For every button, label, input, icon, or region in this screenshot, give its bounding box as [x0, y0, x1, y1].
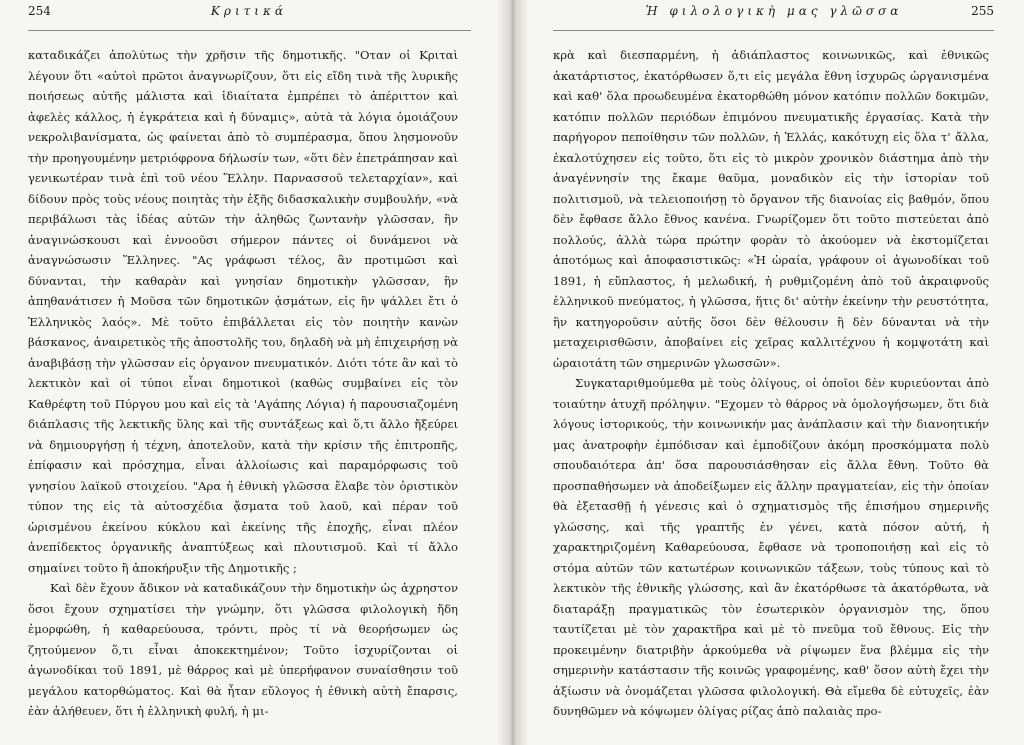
- running-head: Κριτικά: [210, 4, 287, 18]
- page-number: 254: [28, 4, 51, 18]
- page-number: 255: [971, 4, 994, 18]
- right-page: [505, 0, 1024, 745]
- left-page: [0, 0, 505, 745]
- right-page-header: [553, 4, 994, 31]
- left-page-body: [28, 45, 458, 722]
- paragraph: Συγκαταριθμούμεθα μὲ τοὺς ὀλίγους, οἱ ὁποῖοι δὲν κυριεύονται ἀπὸ τοιαύτην ἀτυχῆ πρόληψιν. "Εχομεν τὸ θάρρος νὰ ὁμολογήσωμεν, ὅτι διὰ λόγους ἱστορικούς, τὴν κοινωνικήν μας ἀνάπλασιν καὶ τὴν διανοητικήν μας ἀνατροφὴν ἐμπόδισαν καὶ ἐμποδίζουν ἀκόμη προσκόμματα πολὺ σπουδαιότερα ἀπ' ὅσα παρουσιάσθησαν εἰς ἄλλα ἔθνη. Τοῦτο θὰ προσπαθήσωμεν νὰ ἀποδείξωμεν εἰς ἄλλην πραγματείαν, εἰς τὴν ὁποίαν θὰ ἐξετασθῇ ἡ γένεσις καὶ ὁ σχηματισμὸς τῆς ἐπισήμου σημερινῆς γλώσσης, καὶ τῆς γραπτῆς ἐν γένει, κατὰ πόσον αὐτή, ἡ χαρακτηριζομένη Καθαρεύουσα, ἔφθασε νὰ τροποποιήσῃ καὶ εἰς τὸ στόμα αὐτῶν τῶν κατωτέρων κοινωνικῶν τάξεων, τοὺς τύπους καὶ τὸ λεκτικὸν τῆς ἐθνικῆς γλώσσης, καὶ ἂν ἐκατόρθωσε τὰ ἀκατόρθωτα, νὰ διαταράξῃ πραγματικῶς τὸν ἐσωτερικὸν ὀργανισμὸν της, ὅπου ταυτίζεται μὲ τὸν χαρακτῆρα καὶ μὲ τὸ πνεῦμα τοῦ ἔθνους. Εἰς τὴν προκειμένην διατριβὴν ἀρκούμεθα νὰ ρίψωμεν ἕνα βλέμμα εἰς τὴν σημερινὴν κατάστασιν τῆς κοινῶς γραφομένης, καθ' ὅσον αὐτὴ ἔχει τὴν ἀξίωσιν νὰ ὀνομάζεται γλῶσσα φιλολογική. Θὰ εἴμεθα δὲ εὐτυχεῖς, ἐὰν δυνηθῶμεν νὰ κόψωμεν ὀλίγας ρίζας ἀπὸ παλαιὰς προ-: [553, 376, 989, 718]
- paragraph: κρὰ καὶ διεσπαρμένη, ἡ ἀδιάπλαστος κοινωνικῶς, καὶ ἐθνικῶς ἀκατάρτιστος, ἐκατόρθωσεν ὅ,τι εἰς μεγάλα ἔθνη ἰσχυρῶς ὠργανισμένα καὶ καθ' ὅλα προωδευμένα ἐκατορθώθη μόνον κατόπιν πολλῶν δοκιμῶν, κατόπιν πολλῶν περιόδων ἐπιμόνου πνευματικῆς ἐργασίας. Κατὰ τὴν παρήγορον πεποίθησιν τῶν πολλῶν, ἡ Ἑλλάς, κακότυχη εἰς ὅλα τ' ἄλλα, ἐκαλοτύχησεν εἰς τοῦτο, ὅτι εἰς τὸ μικρὸν χρονικὸν διάστημα ἀπὸ τὴν ἀναγέννησίν της ἔκαμε θαῦμα, μοναδικὸν εἰς τὴν ἱστορίαν τοῦ πολιτισμοῦ, νὰ τελειοποιήσῃ τὸ ὄργανον τῆς διανοίας εἰς βαθμόν, ὅπου δὲν ἔφθασε ἄλλο ἔθνος κανένα. Γνωρίζομεν ὅτι τοῦτο πιστεύεται ἀπὸ πολλούς, ἀλλὰ τώρα πρώτην φορὰν τὸ ἀκούομεν νὰ ἐκστομίζεται ἀποτόμως καὶ ἀποφασιστικῶς: «Ἡ ὡραία, γράφουν οἱ ἀγωνοδίκαι τοῦ 1891, ἡ εὔπλαστος, ἡ μελωδική, ἡ ρυθμιζομένη ἀπὸ τοῦ ἀκραιφνοῦς ἑλληνικοῦ πνεύματος, ἡ γλῶσσα, ἥτις δι' αὐτὴν ἐκείνην τὴν ρευστότητα, ἣν κατηγοροῦσιν αὐτῆς ὅσοι δὲν θέλουσιν ἢ δὲν δύνανται νὰ τὴν μεταχειρισθῶσιν, ἀποβαίνει εἰς χεῖρας καλλιτέχνου ἡ κομψοτάτη καὶ ὡραιοτάτη τῶν σημερινῶν γλωσσῶν».: [553, 48, 989, 370]
- running-head: Ἡ φιλολογικὴ μας γλῶσσα: [645, 4, 903, 18]
- book-gutter: [497, 0, 529, 745]
- right-page-body: [553, 45, 989, 722]
- paragraph: Καὶ δὲν ἔχουν ἄδικον νὰ καταδικάζουν τὴν δημοτικὴν ὡς ἀχρηστον ὅσοι ἔχουν σχηματίσει τὴν γνώμην, ὅτι γλῶσσα φιλολογικὴ ἤδη ἐμορφώθη, ἡ καθαρεύουσα, τρόντι, πρὸς τί νὰ θεορήσωμεν ὡς ζητούμενον ὅ,τι εἶναι ἀποκεκτημένον; Τοῦτο ἰσχυρίζονται οἱ ἀγωνοδίκαι τοῦ 1891, μὲ θάρρος καὶ μὲ ὑπερήφανον συναίσθησιν τοῦ μεγάλου κατορθώματος. Καὶ θὰ ἦταν εὔλογος ἡ ἐθνικὴ αὐτὴ ἔπαρσις, ἐὰν ἀλήθευεν, ὅτι ἡ ἑλληνικὴ φυλή, ἡ μι-: [28, 581, 458, 718]
- left-page-header: [28, 4, 471, 31]
- paragraph: καταδικάζει ἀπολύτως τὴν χρῆσιν τῆς δημοτικῆς. "Οταν οἱ Κριταὶ λέγουν ὅτι «αὐτοὶ πρῶτοι ἀναγνωρίζουν, ὅτι εἰς εἴδη τινὰ τῆς λυρικῆς ποιήσεως αὐτῆς μάλιστα καὶ ἰδιαίτατα ἐμπρέπει τὸ ἀπέριττον καὶ ἀφελὲς κάλλος, ἡ ἐγκράτεια καὶ ἡ δύναμις», αὐτὰ τὰ λόγια ὁμοιάζουν νεκρολιβανίσματα, ὡς φαίνεται ἀπὸ τὸ συμπέρασμα, ὅπου λησμονοῦν τὴν προηγουμένην μετριόφρονα δήλωσίν των, «ὅτι δὲν ἐπετράπησαν καὶ γενικωτέραν τινὰ ἐπὶ τοῦ νέου Ἕλλην. Παρνασσοῦ τελεταρχίαν», καὶ δίδουν πρὸς τοὺς νέους ποιητὰς τὴν ἑξῆς διδασκαλικὴν συμβουλήν, «νὰ περιβάλωσι τὰς ἰδέας αὐτῶν τὴν ἀληθῶς ζωντανὴν γλῶσσαν, ἣν ἀναγινώσκουσι καὶ ἐννοοῦσι σήμερον πάντες οἱ δυνάμενοι νὰ ἀναγνώσωσιν Ἕλληνες. "Ας γράφωσι τέλος, ἂν προτιμῶσι καὶ δύνανται, τὴν καθαρὰν καὶ γνησίαν δημοτικὴν γλῶσσαν, ἣν ἀπηθανάτισεν ἡ Μοῦσα τῶν δημοτικῶν ᾀσμάτων, εἰς ἣν ψάλλει ἔτι ὁ Ἑλληνικὸς λαός». Μὲ τοῦτο ἐπιβάλλεται εἰς τὸν ποιητὴν κανὼν βάσκανος, ἀναιρετικὸς τῆς ἀποστολῆς του, δηλαδὴ νὰ μὴ ἐπιχειρήσῃ νὰ ἀναβιβάσῃ τὴν γλῶσσαν εἰς ὀργανον πνευματικόν. Διότι τότε ἂν καὶ τὸ λεκτικὸν καὶ οἱ τύποι εἶναι δημοτικοὶ (καθὼς συμβαίνει εἰς τὸν Καθρέφτη τοῦ Πύργου μου καὶ εἰς τὰ 'Αγάπης Λόγια) ἡ παρουσιαζομένη διάπλασις τῆς λεκτικῆς ὕλης καὶ τῆς συντάξεως καὶ ὅ,τι ἄλλο ἤξεύρει νὰ δημιουργήσῃ ἡ τέχνη, ἀποτελοῦν, κατὰ τὴν κρίσιν τῆς ἐπιτροπῆς, ἐπίφασιν καὶ πρόσχημα, εἶναι ἀλλοίωσις καὶ παραμόρφωσις τοῦ γνησίου λαϊκοῦ στοιχείου. "Αρα ἡ ἐθνικὴ γλῶσσα ἔλαβε τὸν ὁριστικὸν τύπον της εἰς τὰ αὐτοσχέδια ᾄσματα τοῦ λαοῦ, καὶ πέραν τοῦ ὡρισμένου ἐκείνου κύκλου καὶ ἐκείνης τῆς ἐποχῆς, εἶναι πλέον ἀνεπίδεκτος ὀργανικῆς ἀναπτύξεως καὶ πλουτισμοῦ. Καὶ τί ἄλλο σημαίνει τοῦτο ἢ ἀποκήρυξιν τῆς Δημοτικῆς ;: [28, 48, 458, 575]
